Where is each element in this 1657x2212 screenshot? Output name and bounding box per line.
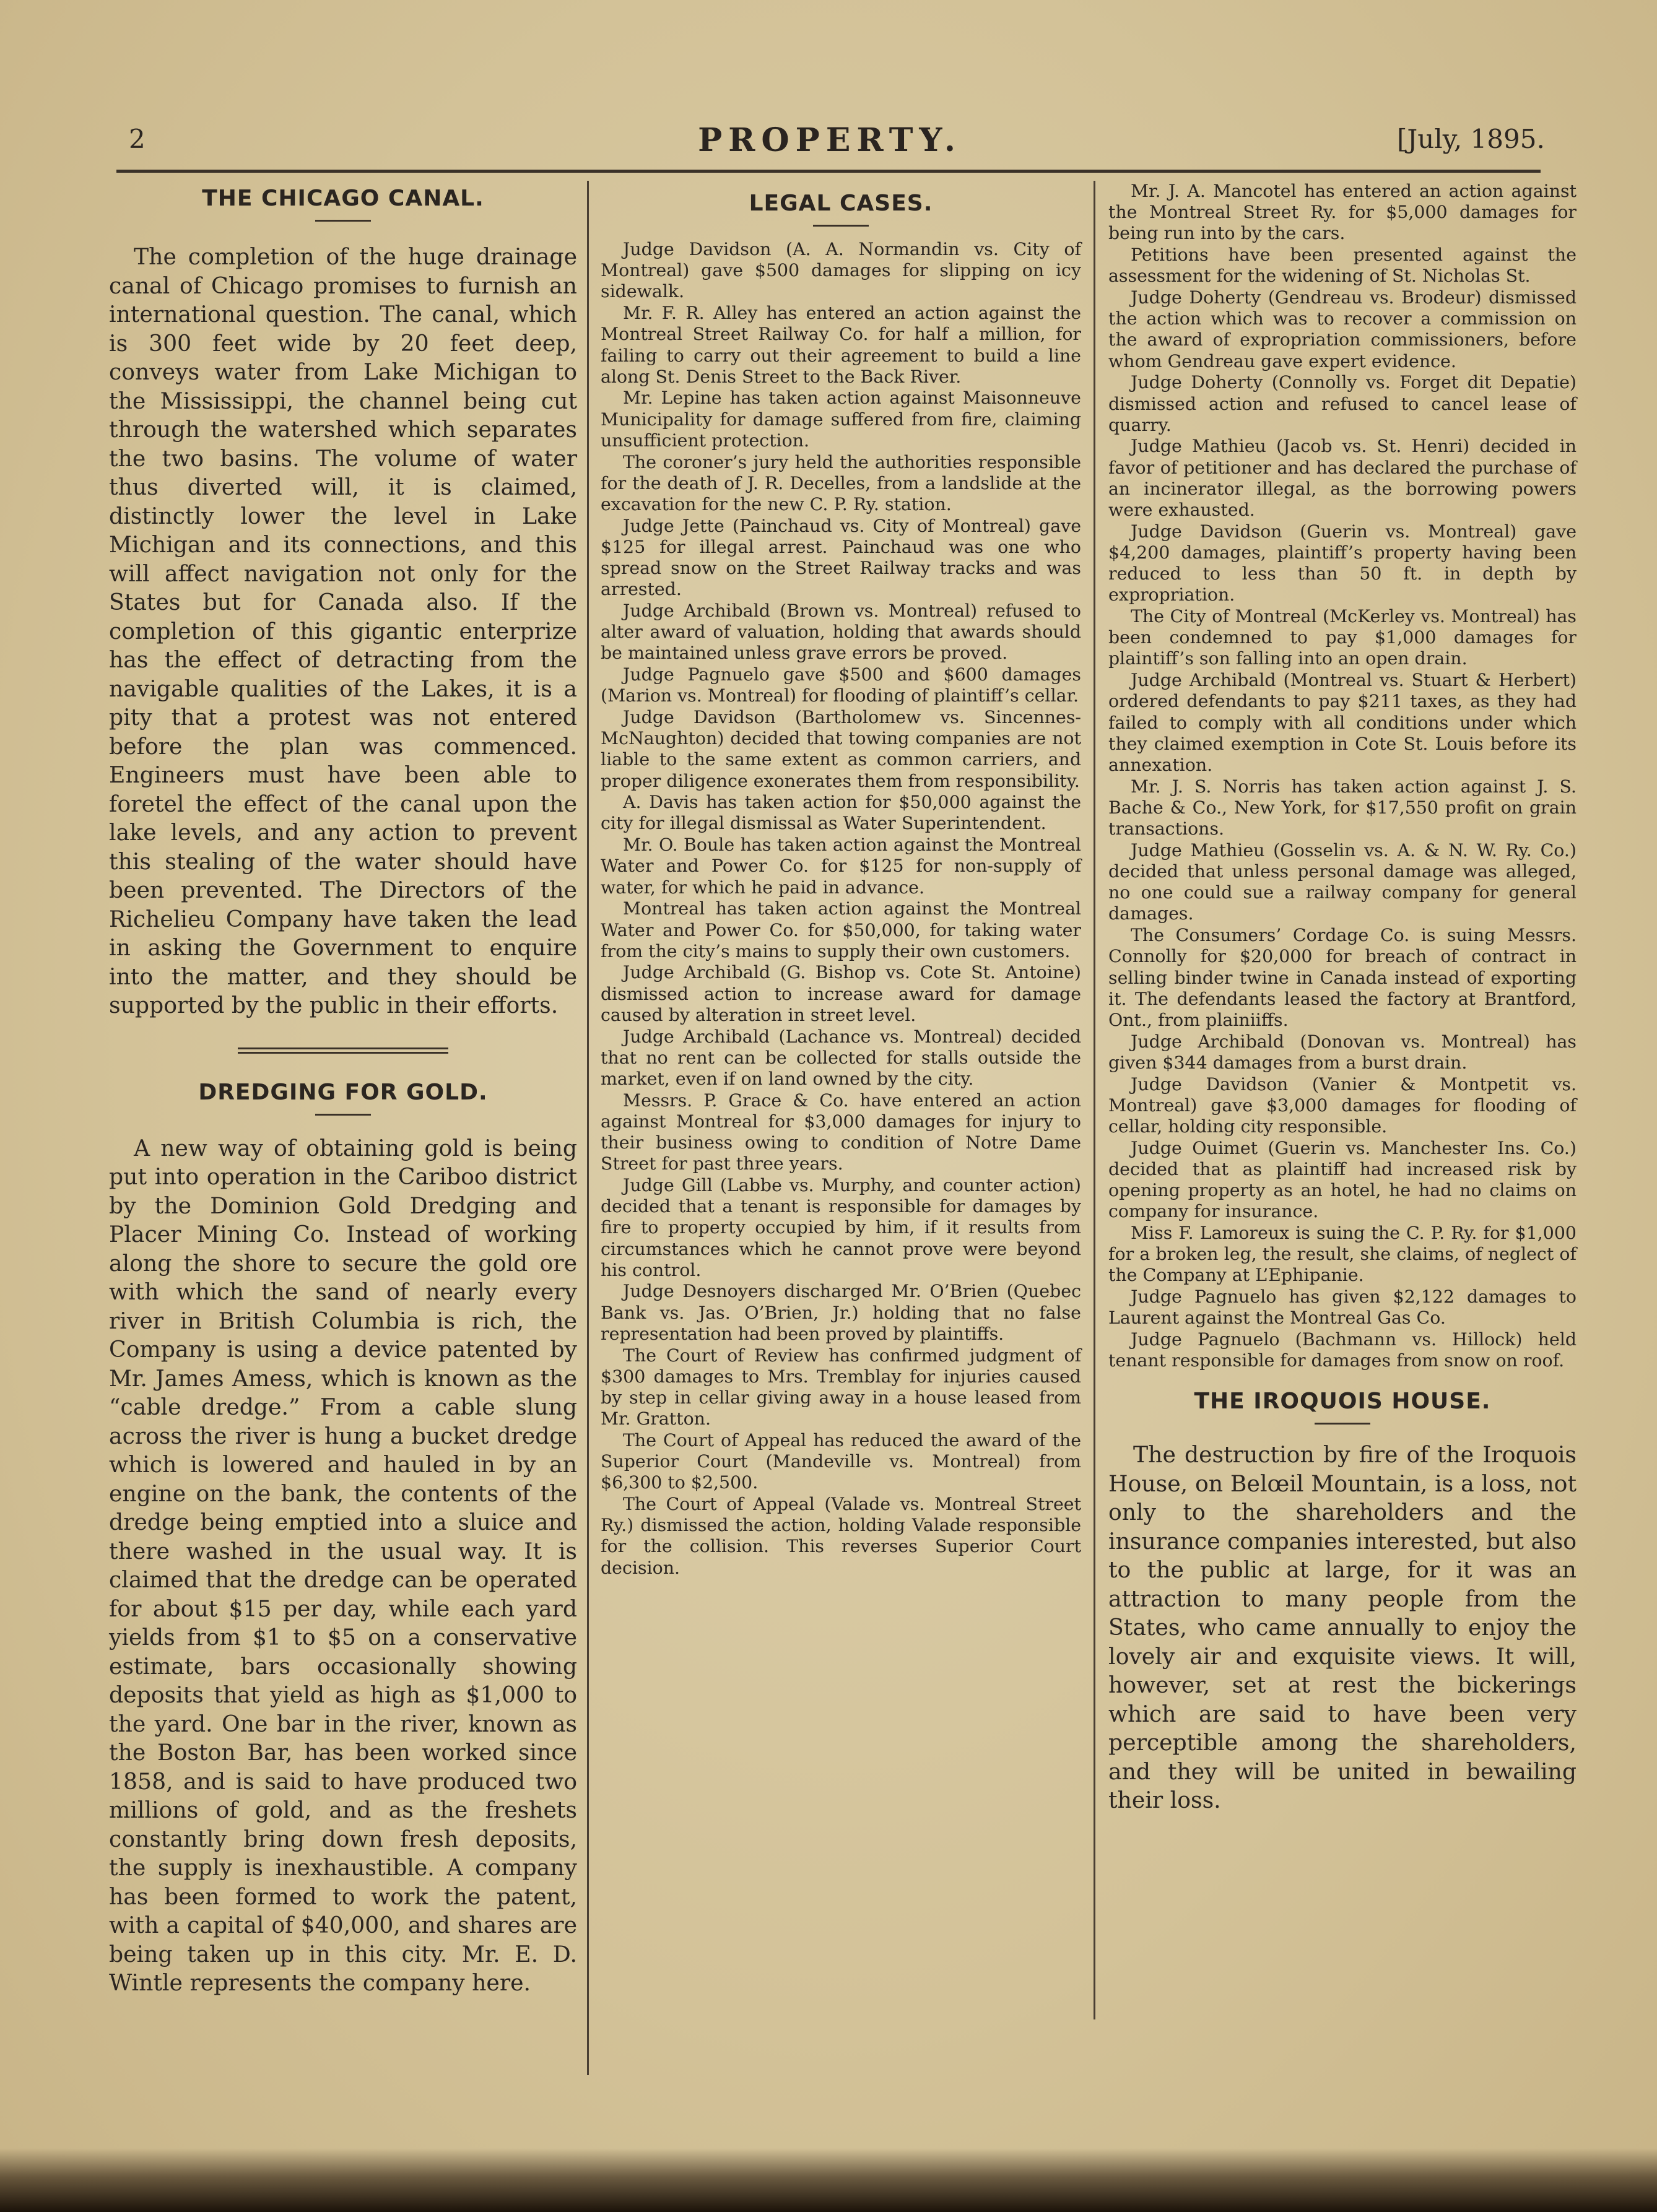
page-header bbox=[0, 0, 1657, 186]
legal-case-item: Judge Davidson (Bartholomew vs. Sincennes-McNaughton) decided that towing companies are not liable to the same extent as common carriers, and proper diligence exonerates them from responsibility. bbox=[601, 706, 1081, 791]
legal-case-item: Mr. O. Boule has taken action against the Montreal Water and Power Co. for $125 for non-supply of water, for which he paid in advance. bbox=[601, 835, 1081, 898]
header-rule bbox=[116, 170, 1541, 173]
article-dredging-for-gold bbox=[109, 1080, 577, 1998]
legal-case-item: Judge Archibald (Lachance vs. Montreal) decided that no rent can be collected for stalls outside the market, even if on land owned by the city. bbox=[601, 1026, 1081, 1089]
column-1 bbox=[109, 180, 577, 1998]
title-rule bbox=[315, 220, 371, 222]
article-title: THE IROQUOIS HOUSE. bbox=[1194, 1389, 1491, 1415]
masthead-title: PROPERTY. bbox=[698, 121, 962, 159]
legal-case-item: Mr. F. R. Alley has entered an action against the Montreal Street Railway Co. for half a million, for failing to carry out their agreement to build a line along St. Denis Street to the Back River. bbox=[601, 303, 1081, 387]
legal-case-item: The Court of Review has confirmed judgment of $300 damages to Mrs. Tremblay for injuries caused by step in cellar giving away in a house leased from Mr. Gratton. bbox=[601, 1345, 1081, 1429]
column-3 bbox=[1108, 180, 1577, 1815]
page-edge-shadow bbox=[0, 2148, 1657, 2212]
legal-case-item: Judge Desnoyers discharged Mr. O’Brien (Quebec Bank vs. Jas. O’Brien, Jr.) holding that no false representation had been proved by plaintiffs. bbox=[601, 1281, 1081, 1344]
legal-case-item: Messrs. P. Grace & Co. have entered an action against Montreal for $3,000 damages for injury to their business owing to condition of Notre Dame Street for past three years. bbox=[601, 1090, 1081, 1174]
legal-case-item: Judge Mathieu (Gosselin vs. A. & N. W. Ry. Co.) decided that unless personal damage was alleged, no one could sue a railway company for general damages. bbox=[1108, 839, 1577, 924]
legal-case-item: Judge Archibald (Donovan vs. Montreal) has given $344 damages from a burst drain. bbox=[1108, 1031, 1577, 1073]
article-body: A new way of obtaining gold is being put into operation in the Cariboo district by the Dominion Gold Dredging and Placer Mining Co. Instead of working along the shore to secure the gold ore with which the sand of nearly every river in British Columbia is rich, the Company is using a device patented by Mr. James Amess, which is known as the “cable dredge.” From a cable slung across the river is hung a bucket dredge which is lowered and hauled in by an engine on the bank, the contents of the dredge being emptied into a sluice and there washed in the usual way. It is claimed that the dredge can be operated for about $15 per day, while each yard yields from $1 to $5 on a conservative estimate, bars occasionally showing deposits that yield as high as $1,000 to the yard. One bar in the river, known as the Boston Bar, has been worked since 1858, and is said to have produced two millions of gold, and as the freshets constantly bring down fresh deposits, the supply is inexhaustible. A company has been formed to work the patent, with a capital of $40,000, and shares are being taken up in this city. Mr. E. D. Wintle represents the company here. bbox=[109, 1134, 577, 1996]
legal-case-item: Mr. Lepine has taken action against Maisonneuve Municipality for damage suffered from fire, claiming unsufficient protection. bbox=[601, 388, 1081, 451]
legal-case-item: Judge Doherty (Connolly vs. Forget dit Depatie) dismissed action and refused to cancel lease of quarry. bbox=[1108, 372, 1577, 435]
section-divider bbox=[238, 1047, 448, 1054]
column-2 bbox=[601, 180, 1081, 1579]
legal-case-item: The Consumers’ Cordage Co. is suing Messrs. Connolly for $20,000 for breach of contract in selling binder twine in Canada instead of exporting it. The defendants leased the factory at Brantford, Ont., from plainiiffs. bbox=[1108, 925, 1577, 1030]
legal-case-item: Judge Pagnuelo (Bachmann vs. Hillock) held tenant responsible for damages from snow on roof. bbox=[1108, 1329, 1577, 1371]
column-divider-1 bbox=[587, 181, 589, 2075]
article-title: THE CHICAGO CANAL. bbox=[202, 186, 484, 211]
legal-case-item: Judge Gill (Labbe vs. Murphy, and counter action) decided that a tenant is responsible for damages by fire to property occupied by him, if it results from circumstances which he cannot prove were beyond his control. bbox=[601, 1174, 1081, 1280]
article-title: DREDGING FOR GOLD. bbox=[198, 1079, 488, 1105]
article-title: LEGAL CASES. bbox=[749, 191, 933, 216]
legal-case-item: Judge Ouimet (Guerin vs. Manchester Ins. Co.) decided that as plaintiff had increased risk by opening property as an hotel, he had no claims on company for insurance. bbox=[1108, 1137, 1577, 1222]
title-rule bbox=[813, 225, 869, 227]
legal-case-item: Judge Mathieu (Jacob vs. St. Henri) decided in favor of petitioner and has declared the purchase of an incinerator illegal, as the borrowing powers were exhausted. bbox=[1108, 436, 1577, 521]
legal-case-item: A. Davis has taken action for $50,000 against the city for illegal dismissal as Water Superintendent. bbox=[601, 792, 1081, 834]
legal-case-item: Judge Archibald (Brown vs. Montreal) refused to alter award of valuation, holding that awards should be maintained unless grave errors be proved. bbox=[601, 600, 1081, 664]
column-divider-2 bbox=[1094, 181, 1095, 2019]
legal-case-item: Petitions have been presented against the assessment for the widening of St. Nicholas St. bbox=[1108, 245, 1577, 287]
article-body: The completion of the huge drainage canal of Chicago promises to furnish an international question. The canal, which is 300 feet wide by 20 feet deep, conveys water from Lake Michigan to the Mississippi, the channel being cut through the watershed which separates the two basins. The volume of water thus diverted will, it is claimed, distinctly lower the level in Lake Michigan and its connections, and this will affect navigation not only for the States but for Canada also. If the completion of this gigantic enterprize has the effect of detracting from the navigable qualities of the Lakes, it is a pity that a protest was not entered before the plan was commenced. Engineers must have been able to foretel the effect of the canal upon the lake levels, and any action to prevent this stealing of the water should have been prevented. The Directors of the Richelieu Company have taken the lead in asking the Government to enquire into the matter, and they should be supported by the public in their efforts. bbox=[109, 243, 577, 1018]
legal-case-item: Judge Archibald (Montreal vs. Stuart & Herbert) ordered defendants to pay $211 taxes, as they had failed to comply with all conditions under which they claimed exemption in Cote St. Louis before its annexation. bbox=[1108, 670, 1577, 775]
title-rule bbox=[1315, 1423, 1370, 1425]
article-iroquois-house bbox=[1108, 1389, 1577, 1815]
article-chicago-canal bbox=[109, 186, 577, 1020]
legal-case-item: The coroner’s jury held the authorities responsible for the death of J. R. Decelles, from a landslide at the excavation for the new C. P. Ry. station. bbox=[601, 451, 1081, 514]
legal-case-item: Montreal has taken action against the Montreal Water and Power Co. for $50,000, for taking water from the city’s mains to supply their own customers. bbox=[601, 898, 1081, 961]
legal-case-item: Judge Doherty (Gendreau vs. Brodeur) dismissed the action which was to recover a commission on the award of expropriation commissioners, before whom Gendreau gave expert evidence. bbox=[1108, 287, 1577, 371]
article-body: The destruction by fire of the Iroquois House, on Belœil Mountain, is a loss, not only to the shareholders and the insurance companies interested, but also to the public at large, for it was an attraction to many people from the States, who came annually to enjoy the lovely air and exquisite views. It will, however, set at rest the bickerings which are said to have been very perceptible among the shareholders, and they will be united in bewailing their loss. bbox=[1108, 1441, 1577, 1814]
legal-cases-continued bbox=[1108, 181, 1577, 1371]
legal-case-item: Judge Davidson (Vanier & Montpetit vs. Montreal) gave $3,000 damages for flooding of cellar, holding city responsible. bbox=[1108, 1073, 1577, 1137]
issue-date: [July, 1895. bbox=[1397, 124, 1545, 154]
legal-case-item: The Court of Appeal (Valade vs. Montreal Street Ry.) dismissed the action, holding Valade responsible for the collision. This reverses Superior Court decision. bbox=[601, 1493, 1081, 1578]
legal-case-item: Judge Pagnuelo has given $2,122 damages to Laurent against the Montreal Gas Co. bbox=[1108, 1286, 1577, 1329]
page-number: 2 bbox=[129, 124, 146, 154]
legal-case-item: Judge Davidson (Guerin vs. Montreal) gave $4,200 damages, plaintiff’s property having been reduced to less than 50 ft. in depth by expropriation. bbox=[1108, 521, 1577, 605]
legal-case-item: Judge Davidson (A. A. Normandin vs. City of Montreal) gave $500 damages for slipping on icy sidewalk. bbox=[601, 239, 1081, 302]
legal-case-item: Mr. J. A. Mancotel has entered an action against the Montreal Street Ry. for $5,000 damages for being run into by the cars. bbox=[1108, 181, 1577, 244]
legal-case-item: The Court of Appeal has reduced the award of the Superior Court (Mandeville vs. Montreal) from $6,300 to $2,500. bbox=[601, 1429, 1081, 1493]
legal-case-item: The City of Montreal (McKerley vs. Montreal) has been condemned to pay $1,000 damages for plaintiff’s son falling into an open drain. bbox=[1108, 606, 1577, 669]
legal-case-item: Judge Jette (Painchaud vs. City of Montreal) gave $125 for illegal arrest. Painchaud was one who spread snow on the Street Railway tracks and was arrested. bbox=[601, 515, 1081, 600]
legal-case-item: Judge Archibald (G. Bishop vs. Cote St. Antoine) dismissed action to increase award for damage caused by alteration in street level. bbox=[601, 962, 1081, 1025]
legal-case-item: Miss F. Lamoreux is suing the C. P. Ry. for $1,000 for a broken leg, the result, she claims, of neglect of the Company at L’Ephipanie. bbox=[1108, 1222, 1577, 1286]
legal-case-item: Mr. J. S. Norris has taken action against J. S. Bache & Co., New York, for $17,550 profit on grain transactions. bbox=[1108, 776, 1577, 839]
legal-case-item: Judge Pagnuelo gave $500 and $600 damages (Marion vs. Montreal) for flooding of plaintiff’s cellar. bbox=[601, 664, 1081, 706]
title-rule bbox=[315, 1114, 371, 1116]
